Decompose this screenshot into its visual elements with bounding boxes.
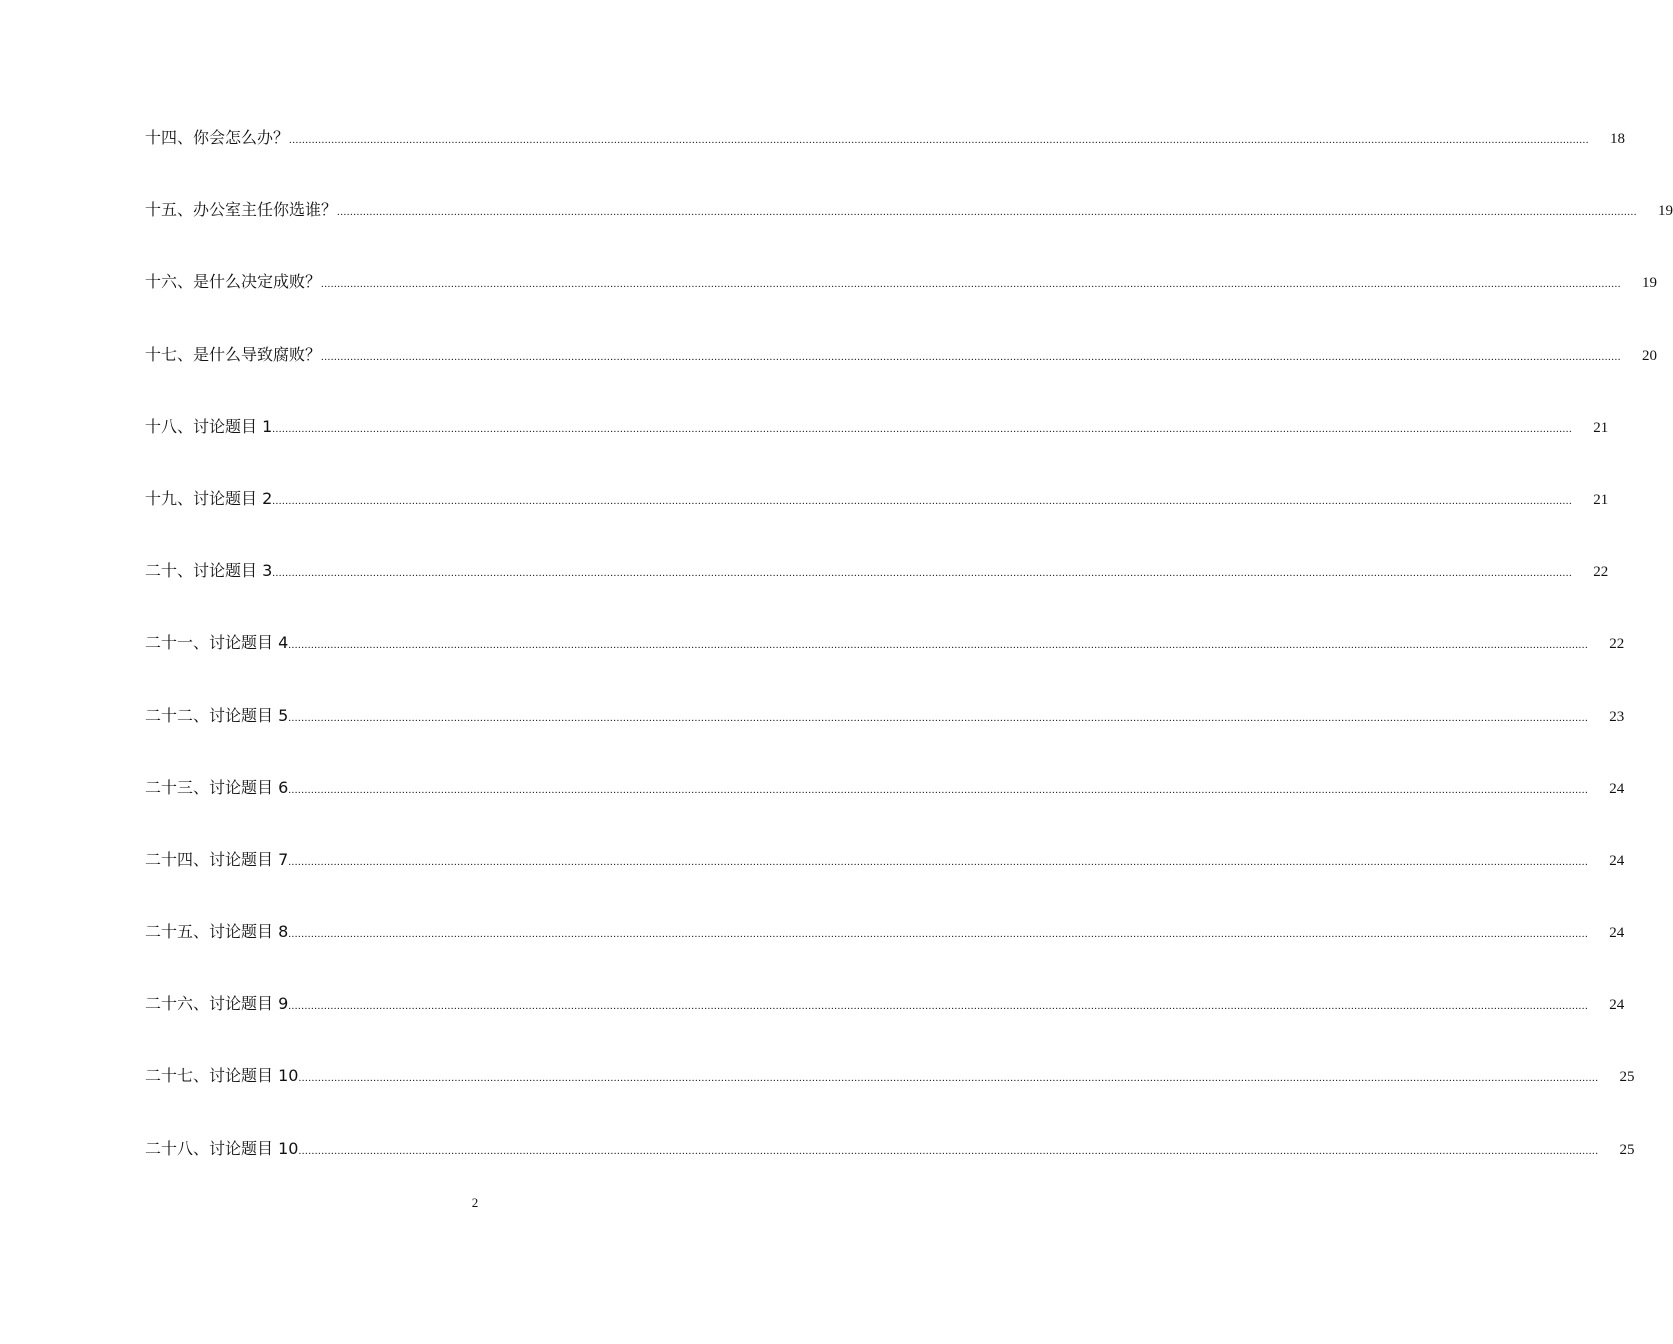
toc-entry-page: 22 [1593,564,1609,581]
toc-entry[interactable] [145,413,1609,485]
toc-dot-leader: ................................................................................................................................................................................................................................................................................................................................................................................................................ [321,278,1622,291]
toc-entry-title: 十五、办公室主任你选谁？ [145,200,338,220]
toc-entry[interactable] [145,268,1658,340]
toc-entry-page: 21 [1593,491,1609,508]
toc-entry-title: 二十四、讨论题目 7 [145,849,289,869]
toc-dot-leader: ................................................................................................................................................................................................................................................................................................................................................................................................................ [321,350,1622,363]
toc-entry[interactable] [145,124,1626,196]
toc-entry-title: 十六、是什么决定成败？ [145,272,322,292]
toc-dot-leader: ................................................................................................................................................................................................................................................................................................................................................................................................................ [288,855,1589,868]
toc-entry-page: 23 [1609,708,1625,725]
toc-entry-page: 19 [1642,275,1658,292]
toc-entry-page: 19 [1658,203,1673,220]
toc-entry[interactable] [145,196,1673,268]
toc-dot-leader: ................................................................................................................................................................................................................................................................................................................................................................................................................ [298,1144,1599,1157]
toc-dot-leader: ................................................................................................................................................................................................................................................................................................................................................................................................................ [272,422,1573,435]
toc-dot-leader: ................................................................................................................................................................................................................................................................................................................................................................................................................ [289,134,1590,146]
toc-entry-title: 二十三、讨论题目 6 [145,777,289,797]
toc-entry-title: 二十、讨论题目 3 [145,561,273,581]
toc-entry-page: 22 [1609,636,1625,653]
table-of-contents [145,124,1673,1207]
toc-entry[interactable] [145,485,1609,557]
toc-entry-title: 二十八、讨论题目 10 [145,1138,299,1158]
toc-entry-title: 十八、讨论题目 1 [145,416,273,436]
toc-entry-title: 二十六、讨论题目 9 [145,994,289,1014]
toc-dot-leader: ................................................................................................................................................................................................................................................................................................................................................................................................................ [337,206,1638,219]
toc-entry[interactable] [145,774,1625,846]
toc-dot-leader: ................................................................................................................................................................................................................................................................................................................................................................................................................ [288,783,1589,796]
toc-entry-page: 24 [1609,852,1625,869]
toc-dot-leader: ................................................................................................................................................................................................................................................................................................................................................................................................................ [272,567,1573,580]
toc-entry-page: 24 [1609,997,1625,1014]
toc-entry-title: 十九、讨论题目 2 [145,488,273,508]
toc-dot-leader: ................................................................................................................................................................................................................................................................................................................................................................................................................ [288,639,1589,652]
toc-dot-leader: ................................................................................................................................................................................................................................................................................................................................................................................................................ [272,494,1573,507]
page-number: 2 [471,1195,479,1210]
toc-entry[interactable] [145,990,1625,1062]
toc-entry-page: 24 [1609,925,1625,942]
toc-entry-page: 25 [1619,1069,1635,1086]
toc-entry[interactable] [145,702,1625,774]
toc-entry-page: 25 [1619,1141,1635,1158]
toc-dot-leader: ................................................................................................................................................................................................................................................................................................................................................................................................................ [288,1000,1589,1013]
toc-entry-page: 21 [1593,419,1609,436]
toc-entry[interactable] [145,1062,1635,1134]
toc-entry-page: 18 [1610,131,1626,147]
toc-dot-leader: ................................................................................................................................................................................................................................................................................................................................................................................................................ [288,928,1589,941]
toc-entry-title: 二十一、讨论题目 4 [145,633,289,653]
toc-entry-page: 24 [1609,780,1625,797]
toc-entry[interactable] [145,918,1625,990]
toc-entry-title: 二十二、讨论题目 5 [145,705,289,725]
toc-entry[interactable] [145,846,1625,918]
toc-dot-leader: ................................................................................................................................................................................................................................................................................................................................................................................................................ [288,711,1589,724]
toc-entry[interactable] [145,341,1658,413]
toc-entry-title: 十四、你会怎么办？ [145,128,290,147]
toc-entry[interactable] [145,629,1625,701]
toc-entry-title: 二十五、讨论题目 8 [145,922,289,942]
toc-entry-title: 十七、是什么导致腐败？ [145,344,322,364]
toc-entry-page: 20 [1642,347,1658,364]
toc-dot-leader: ................................................................................................................................................................................................................................................................................................................................................................................................................ [298,1072,1599,1085]
toc-entry-title: 二十七、讨论题目 10 [145,1066,299,1086]
toc-entry[interactable] [145,557,1609,629]
